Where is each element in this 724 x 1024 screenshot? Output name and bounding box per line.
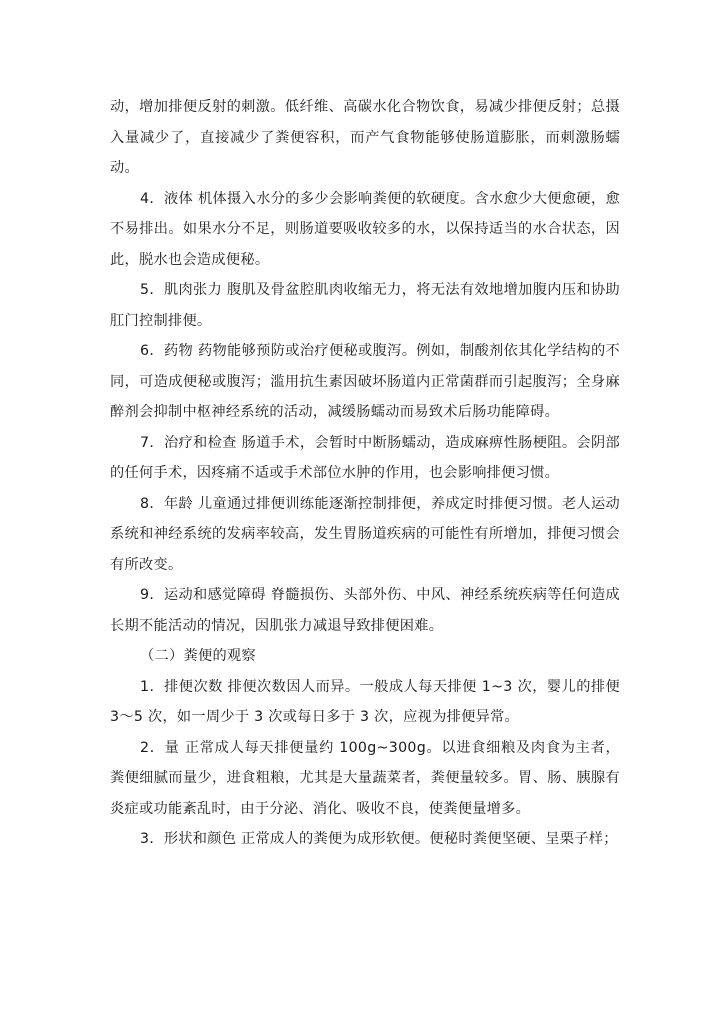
paragraph-age: 8．年龄 儿童通过排便训练能逐渐控制排便，养成定时排便习惯。老人运动系统和神经系统的发病率较高，发生胃肠道疾病的可能性有所增加，排便习惯会有所改变。	[110, 495, 620, 573]
paragraph-muscle-tone: 5．肌肉张力 腹肌及骨盆腔肌肉收缩无力，将无法有效地增加腹内压和协助肛门控制排便。	[110, 282, 620, 329]
paragraph-quantity: 2．量 正常成人每天排便量约 100g~300g。以进食细粮及肉食为主者，粪便细腻而量少，进食粗粮，尤其是大量蔬菜者，粪便量较多。胃、肠、胰腺有炎症或功能紊乱时，由于分泌、消化、吸收不良，使粪便量增多。	[110, 739, 620, 817]
paragraph-medication: 6．药物 药物能够预防或治疗便秘或腹泻。例如，制酸剂依其化学结构的不同，可造成便秘或腹泻；滥用抗生素因破坏肠道内正常菌群而引起腹泻；全身麻醉剂会抑制中枢神经系统的活动，减缓肠蠕动而易致术后肠功能障碍。	[110, 343, 620, 420]
paragraph-fluid: 4．液体 机体摄入水分的多少会影响粪便的软硬度。含水愈少大便愈硬，愈不易排出。如果水分不足，则肠道要吸收较多的水，以保持适当的水合状态，因此，脱水也会造成便秘。	[110, 190, 620, 268]
paragraph-shape-color: 3．形状和颜色 正常成人的粪便为成形软便。便秘时粪便坚硬、呈栗子样；	[140, 831, 618, 847]
paragraph-motor-sensory: 9．运动和感觉障碍 脊髓损伤、头部外伤、中风、神经系统疾病等任何造成长期不能活动的情况，因肌张力减退导致排便困难。	[110, 587, 620, 634]
section-heading-stool-observation: （二）粪便的观察	[140, 648, 256, 664]
paragraph-frequency: 1．排便次数 排便次数因人而异。一般成人每天排便 1~3 次，婴儿的排便 3～5 次，如一周少于 3 次或每日多于 3 次，应视为排便异常。	[110, 678, 620, 725]
document-page	[110, 92, 620, 855]
paragraph-treatment-exam: 7．治疗和检查 肠道手术，会暂时中断肠蠕动，造成麻痹性肠梗阻。会阴部的任何手术，因疼痛不适或手术部位水肿的作用，也会影响排便习惯。	[110, 434, 620, 481]
paragraph-diet-continued: 动，增加排便反射的刺激。低纤维、高碳水化合物饮食，易减少排便反射；总摄入量减少了，直接减少了粪便容积，而产气食物能够使肠道膨胀，而刺激肠蠕动。	[110, 99, 620, 176]
